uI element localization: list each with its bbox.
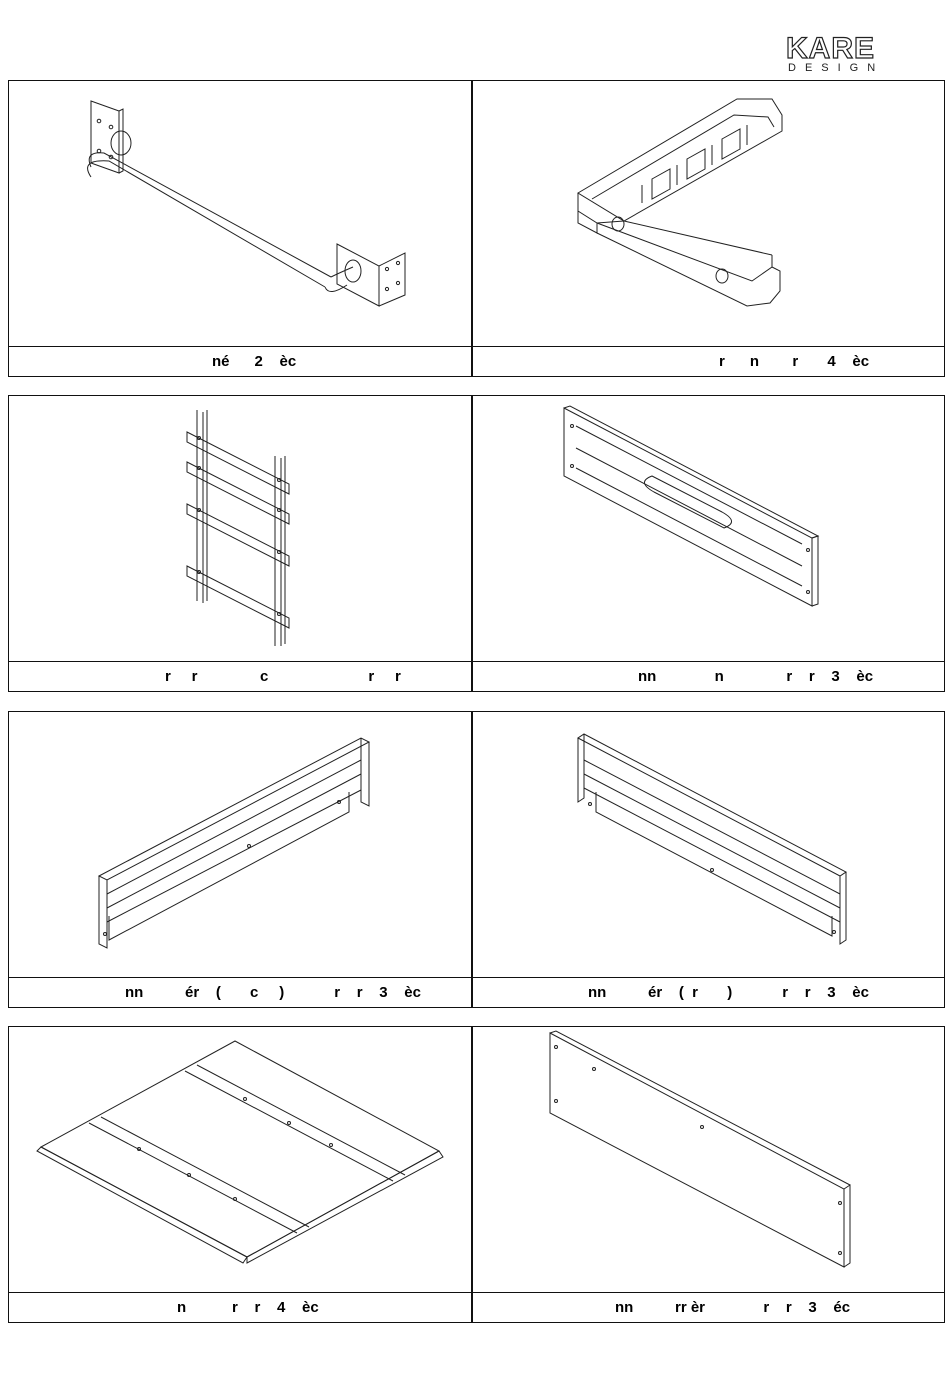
curved-handle-bar-drawing: [9, 81, 471, 346]
kare-design-logo: [786, 34, 922, 74]
base-frame-with-slats-drawing: [9, 1027, 471, 1292]
logo-subtitle: DESIGN: [788, 62, 885, 74]
back-board-drawing: [472, 1027, 944, 1292]
part-caption-5: nn ér ( c ) r r 3 èc: [9, 977, 471, 1007]
part-caption-2: r n r 4 èc: [472, 346, 944, 376]
l-shaped-armrest-frame-drawing: [472, 81, 944, 346]
panel-with-handle-drawing: [472, 396, 944, 661]
part-panel-7: [9, 1027, 471, 1324]
part-caption-3: r r c r r: [9, 661, 471, 691]
part-caption-7: n r r 4 èc: [9, 1292, 471, 1322]
ladder-slat-rack-drawing: [9, 396, 471, 661]
part-caption-6: nn ér ( r ) r r 3 èc: [472, 977, 944, 1007]
parts-row-2: [8, 395, 945, 692]
part-caption-4: nn n r r 3 èc: [472, 661, 944, 691]
parts-row-1: [8, 80, 945, 377]
part-panel-2: [472, 81, 944, 378]
part-caption-8: nn rr èr r r 3 éc: [472, 1292, 944, 1322]
parts-row-3: [8, 711, 945, 1008]
parts-row-4: [8, 1026, 945, 1323]
part-panel-6: [472, 712, 944, 1009]
part-caption-1: né 2 èc: [9, 346, 471, 376]
part-panel-8: [472, 1027, 944, 1324]
part-panel-4: [472, 396, 944, 693]
part-panel-5: [9, 712, 471, 1009]
side-panel-right-drawing: [472, 712, 944, 977]
part-panel-3: [9, 396, 471, 693]
side-panel-left-drawing: [9, 712, 471, 977]
logo-wordmark: KARE: [786, 32, 876, 65]
part-panel-1: [9, 81, 471, 378]
